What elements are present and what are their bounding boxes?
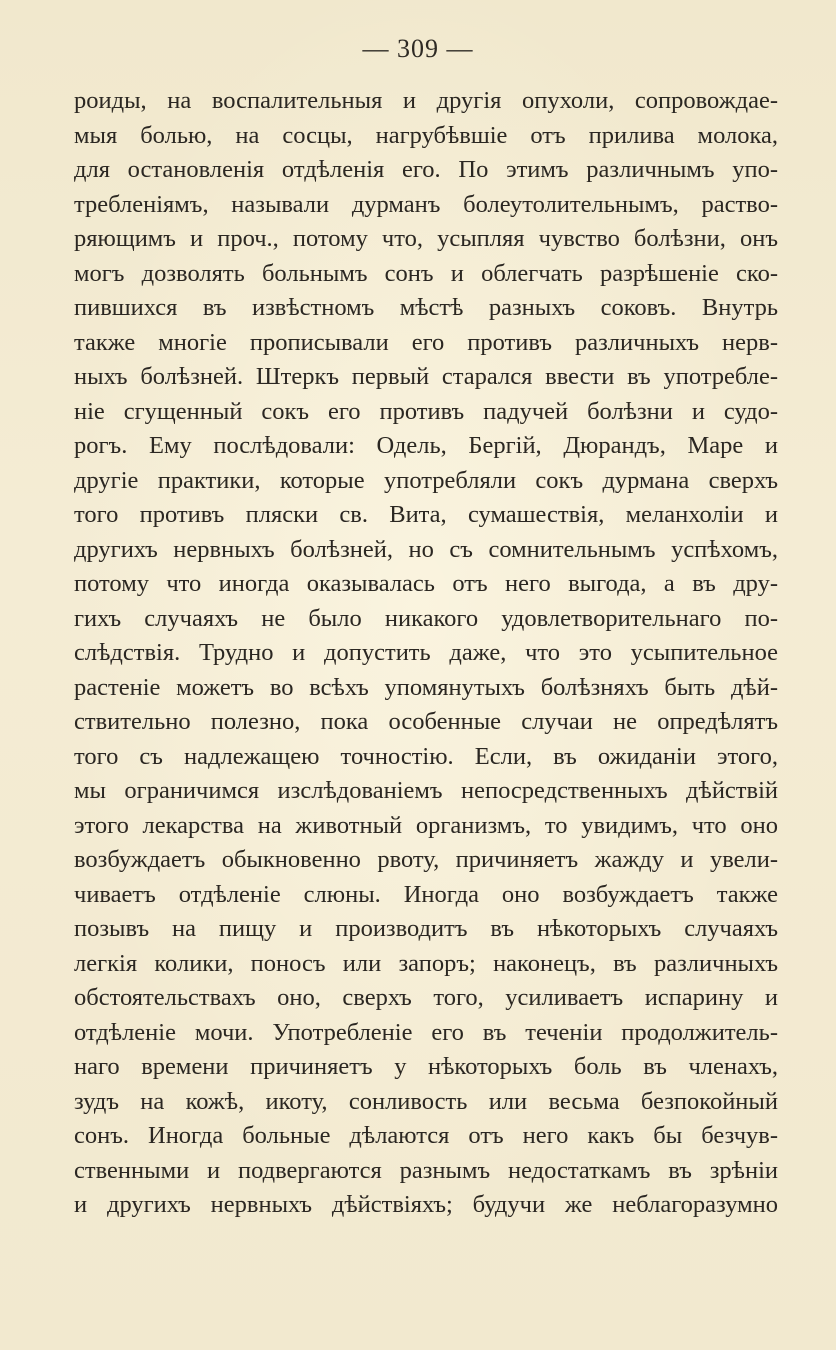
text-line: легкія колики, поносъ или запоръ; наконецъ, въ различныхъ [74,949,778,977]
text-line: требленіямъ, называли дурманъ болеутолительнымъ, раство- [74,190,778,218]
text-line: того противъ пляски св. Вита, сумашествія, меланхоліи и [74,501,778,528]
text-line: отдѣленіе мочи. Употребленіе его въ теченіи продолжитель- [74,1018,778,1046]
text-line: наго времени причиняетъ у нѣкоторыхъ боль въ членахъ, [74,1053,778,1080]
text-line: пившихся въ извѣстномъ мѣстѣ разныхъ соковъ. Внутрь [74,294,778,321]
text-line: роиды, на воспалительныя и другія опухоли, сопровождае- [74,87,778,114]
text-line: слѣдствія. Трудно и допустить даже, что это усыпительное [74,639,778,666]
text-line: потому что иногда оказывалась отъ него выгода, а въ дру- [74,570,778,597]
text-line: и другихъ нервныхъ дѣйствіяхъ; будучи же неблагоразумно [74,1191,778,1218]
text-line: другіе практики, которые употребляли сокъ дурмана сверхъ [74,466,778,494]
text-line: также многіе прописывали его противъ различныхъ нерв- [74,328,778,356]
text-line: рогъ. Ему послѣдовали: Одель, Бергій, Дюрандъ, Маре и [74,432,778,459]
text-line: позывъ на пищу и производитъ въ нѣкоторыхъ случаяхъ [74,915,778,942]
text-line: сонъ. Иногда больные дѣлаются отъ него какъ бы безчув- [74,1122,778,1149]
page-number: — 309 — [362,34,474,63]
text-line: другихъ нервныхъ болѣзней, но съ сомнительнымъ успѣхомъ, [74,535,778,563]
body-text [74,84,778,1223]
text-line: зудъ на кожѣ, икоту, сонливость или весьма безпокойный [74,1087,778,1115]
text-line: ряющимъ и проч., потому что, усыпляя чувство болѣзни, онъ [74,225,778,252]
text-line: ствительно полезно, пока особенные случаи не опредѣлятъ [74,708,778,735]
text-line: могъ дозволять больнымъ сонъ и облегчать разрѣшеніе ско- [74,259,778,287]
text-line: того съ надлежащею точностію. Если, въ ожиданіи этого, [74,742,778,770]
text-line: для остановленія отдѣленія его. По этимъ различнымъ упо- [74,156,778,183]
text-line: этого лекарства на животный организмъ, то увидимъ, что оно [74,811,778,839]
text-line: ныхъ болѣзней. Штеркъ первый старался ввести въ употребле- [74,363,778,390]
text-line: ственными и подвергаются разнымъ недостаткамъ въ зрѣніи [74,1156,778,1184]
text-line: мы ограничимся изслѣдованіемъ непосредственныхъ дѣйствій [74,777,778,804]
text-line: чиваетъ отдѣленіе слюны. Иногда оно возбуждаетъ также [74,880,778,908]
text-line: ніе сгущенный сокъ его противъ падучей болѣзни и судо- [74,397,778,425]
text-line: мыя болью, на сосцы, нагрубѣвшіе отъ прилива молока, [74,121,778,149]
text-line: гихъ случаяхъ не было никакого удовлетворительнаго по- [74,604,778,632]
text-line: возбуждаетъ обыкновенно рвоту, причиняетъ жажду и увели- [74,846,778,873]
text-line: обстоятельствахъ оно, сверхъ того, усиливаетъ испарину и [74,984,778,1011]
text-line: растеніе можетъ во всѣхъ упомянутыхъ болѣзняхъ быть дѣй- [74,673,778,701]
